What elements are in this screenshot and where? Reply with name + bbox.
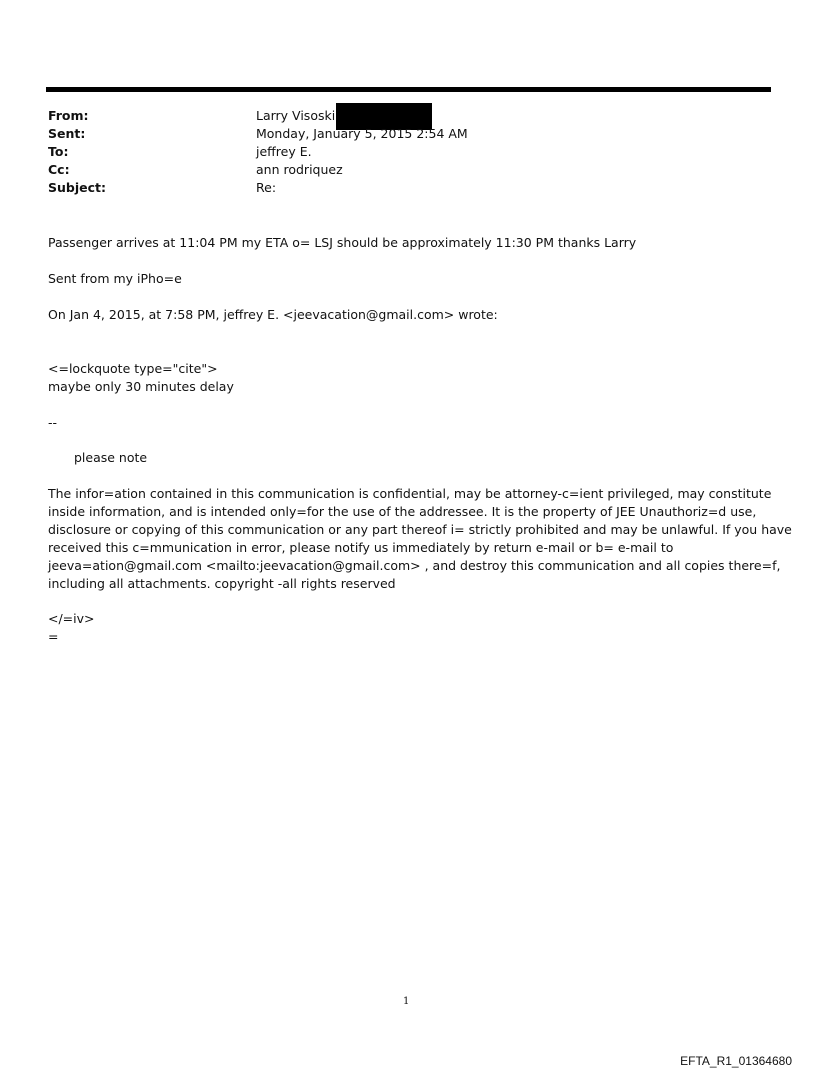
disclaimer-paragraph — [48, 485, 792, 593]
to-value: jeffrey E. — [256, 144, 312, 159]
top-rule — [46, 87, 771, 92]
body-line-delay: maybe only 30 minutes delay — [48, 379, 234, 394]
to-label: To: — [48, 144, 69, 159]
from-value: Larry Visoski — [256, 108, 336, 123]
body-line-separator: -- — [48, 415, 58, 430]
body-line-signature: Sent from my iPho=e — [48, 271, 182, 286]
subject-label: Subject: — [48, 180, 106, 195]
body-line-quote-intro: On Jan 4, 2015, at 7:58 PM, jeffrey E. <jeevacation@gmail.com> wrote: — [48, 307, 498, 322]
sent-value: Monday, January 5, 2015 2:54 AM — [256, 126, 468, 141]
sent-label: Sent: — [48, 126, 86, 141]
bates-number: EFTA_R1_01364680 — [680, 1054, 792, 1068]
body-line-equals: = — [48, 629, 59, 644]
body-line-please-note: please note — [74, 450, 148, 465]
disclaimer-line: received this c=mmunication in error, please notify us immediately by return e-mail or b= e-mail to — [48, 540, 674, 555]
page-number: 1 — [403, 996, 410, 1007]
cc-label: Cc: — [48, 162, 70, 177]
disclaimer-line: including all attachments. copyright -all rights reserved — [48, 576, 396, 591]
body-line-blockquote-tag: <=lockquote type="cite"> — [48, 361, 218, 376]
disclaimer-line: inside information, and is intended only=for the use of the addressee. It is the property of JEE Unauthoriz=d use, — [48, 504, 757, 519]
disclaimer-line: disclosure or copying of this communication or any part thereof i= strictly prohibited and may be unlawful. If you have — [48, 522, 792, 537]
from-label: From: — [48, 108, 89, 123]
disclaimer-line: jeeva=ation@gmail.com <mailto:jeevacation@gmail.com> , and destroy this communication and all copies there=f, — [48, 558, 781, 573]
disclaimer-line: The infor=ation contained in this communication is confidential, may be attorney-c=ient privileged, may constitute — [48, 486, 772, 501]
cc-value: ann rodriquez — [256, 162, 343, 177]
body-line-div-tag: </=iv> — [48, 611, 95, 626]
body-line-eta: Passenger arrives at 11:04 PM my ETA o= LSJ should be approximately 11:30 PM thanks Larry — [48, 235, 637, 250]
subject-value: Re: — [256, 180, 277, 195]
